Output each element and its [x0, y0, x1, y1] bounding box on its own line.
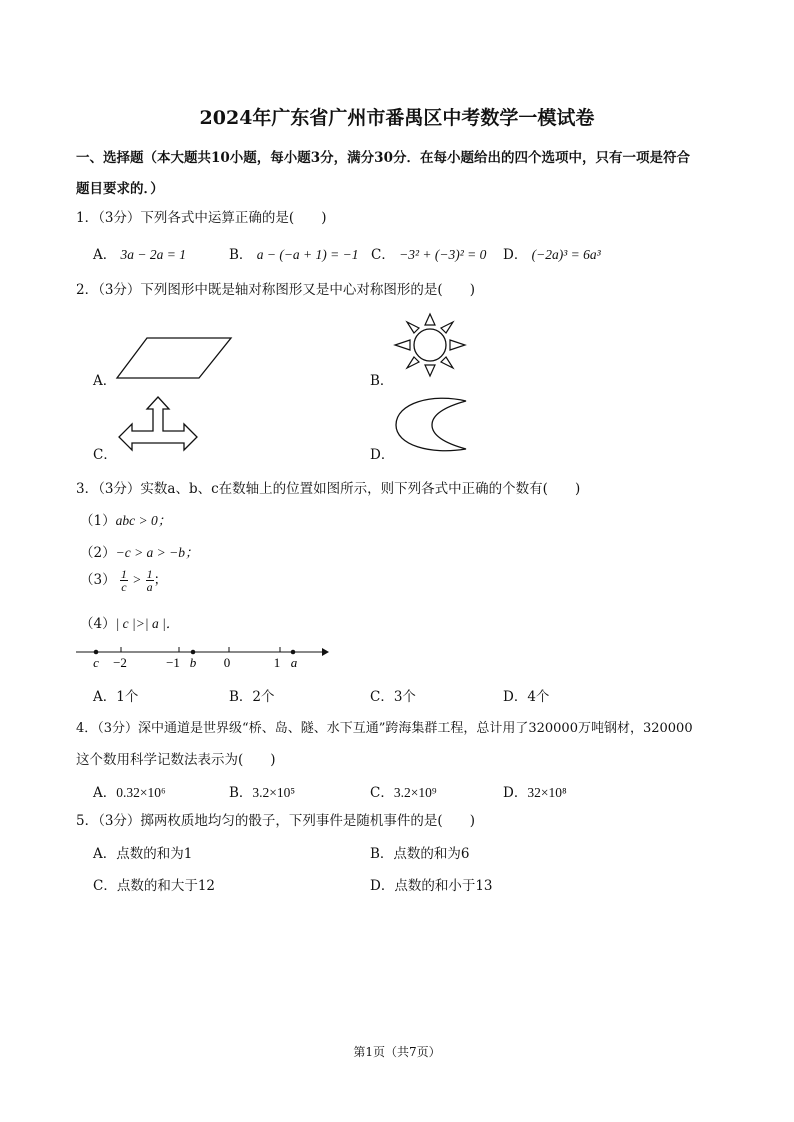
tick-label-minus-1: −1 — [166, 655, 180, 670]
section-heading-line1: 一、选择题（本大题共10小题，每小题3分，满分30分．在每小题给出的四个选项中，只有一项是符合 — [76, 150, 690, 166]
q3-stem: 3．（3分）实数a、b、c在数轴上的位置如图所示，则下列各式中正确的个数有( ) — [76, 481, 581, 497]
q1-option-a — [93, 243, 186, 263]
q3-item-3 — [80, 568, 167, 593]
q4-option-a-text: 0.32×10⁶ — [116, 785, 166, 800]
fraction-1-over-a — [146, 568, 154, 593]
point-c-dot — [94, 650, 99, 655]
q5-option-c-text: 点数的和大于12 — [116, 878, 216, 894]
q3-item-3-number: （3） — [80, 572, 116, 588]
q3-item-4-number: （4） — [80, 616, 116, 632]
page-footer: 第1页（共7页） — [353, 1045, 441, 1059]
q5-option-b-text: 点数的和为6 — [393, 846, 470, 862]
q4-option-c — [370, 781, 437, 801]
fraction-numerator: 1 — [146, 567, 153, 581]
sun-figure — [392, 312, 468, 378]
q5-option-d — [370, 874, 493, 894]
q5-option-b-label: B． — [370, 846, 394, 862]
q3-item-1-number: （1） — [80, 513, 116, 529]
q1-option-b-label: B． — [229, 247, 253, 263]
q4-option-a — [93, 781, 166, 801]
q3-item-3-tail: ； — [153, 572, 168, 588]
q1-option-c — [371, 243, 486, 263]
q3-item-4-text: | c |>| a |． — [115, 616, 180, 631]
q5-option-d-label: D． — [370, 878, 395, 894]
q4-stem-line2: 这个数用科学记数法表示为( ) — [76, 752, 276, 768]
q3-item-2-text: −c > a > −b； — [115, 545, 199, 560]
tick-label-1: 1 — [273, 655, 281, 670]
q3-option-c-label: C． — [370, 689, 394, 705]
fraction-1-over-c — [120, 568, 128, 593]
q4-option-d — [503, 781, 567, 801]
q5-option-a — [93, 842, 192, 862]
q3-option-a-text: 1个 — [116, 689, 139, 705]
number-line — [76, 640, 332, 674]
q5-option-d-text: 点数的和小于13 — [394, 878, 493, 894]
q5-stem: 5．（3分）掷两枚质地均匀的骰子，下列事件是随机事件的是( ) — [76, 813, 475, 829]
point-b-dot — [191, 650, 196, 655]
q5-option-c — [93, 874, 215, 894]
q5-option-a-text: 点数的和为1 — [116, 846, 193, 862]
tick-label-minus-2: −2 — [113, 655, 127, 670]
parallelogram-figure — [115, 336, 235, 382]
q3-item-1 — [80, 509, 171, 529]
q5-option-b — [370, 842, 470, 862]
q1-option-d-text: (−2a)³ = 6a³ — [531, 247, 601, 262]
crescent-moon-figure — [392, 397, 472, 455]
q3-item-4 — [80, 612, 179, 632]
q3-option-d — [503, 685, 549, 705]
q4-option-b-text: 3.2×10⁵ — [252, 785, 296, 800]
fraction-denominator: c — [121, 580, 127, 594]
q2-label-d: D． — [370, 447, 395, 463]
three-way-arrow-figure — [116, 395, 200, 457]
q3-option-d-text: 4个 — [527, 689, 550, 705]
q2-stem: 2．（3分）下列图形中既是轴对称图形又是中心对称图形的是( ) — [76, 282, 475, 298]
q1-option-b-text: a − (−a + 1) = −1 — [256, 247, 359, 262]
q4-option-a-label: A． — [93, 785, 117, 801]
q3-option-c — [370, 685, 416, 705]
point-label-c: c — [93, 655, 99, 670]
q4-option-b — [229, 781, 295, 801]
q1-option-b — [229, 243, 359, 263]
q5-option-c-label: C． — [93, 878, 117, 894]
point-label-b: b — [189, 655, 197, 670]
q3-option-b-text: 2个 — [252, 689, 275, 705]
q1-stem: 1．（3分）下列各式中运算正确的是( ) — [76, 210, 327, 226]
q3-option-c-text: 3个 — [393, 689, 416, 705]
q4-option-d-text: 32×10⁸ — [527, 785, 567, 800]
fraction-denominator: a — [146, 580, 153, 594]
q5-option-a-label: A． — [93, 846, 117, 862]
q3-option-b-label: B． — [229, 689, 253, 705]
section-heading-line2: 题目要求的．） — [76, 181, 164, 197]
q3-item-2-number: （2） — [80, 545, 116, 561]
q4-option-c-text: 3.2×10⁹ — [393, 785, 437, 800]
point-a-dot — [291, 650, 296, 655]
q4-option-b-label: B． — [229, 785, 253, 801]
q1-option-a-label: A． — [93, 247, 117, 263]
q2-label-b: B． — [370, 373, 394, 389]
fraction-numerator: 1 — [120, 567, 127, 581]
q1-option-c-text: −3² + (−3)² = 0 — [399, 247, 487, 262]
q1-option-a-text: 3a − 2a = 1 — [120, 247, 187, 262]
q4-option-d-label: D． — [503, 785, 528, 801]
q1-option-c-label: C． — [371, 247, 395, 263]
q2-label-a: A． — [93, 373, 117, 389]
q3-option-a — [93, 685, 138, 705]
q1-option-d — [503, 243, 601, 263]
tick-label-0: 0 — [223, 655, 231, 670]
number-line-arrow — [322, 648, 329, 656]
point-label-a: a — [290, 655, 298, 670]
q4-option-c-label: C． — [370, 785, 394, 801]
q3-option-b — [229, 685, 275, 705]
q1-option-d-label: D． — [503, 247, 528, 263]
greater-than-sign: > — [132, 572, 142, 587]
q2-label-c: C． — [93, 447, 117, 463]
q3-option-a-label: A． — [93, 689, 117, 705]
page-title: 2024年广东省广州市番禺区中考数学一模试卷 — [199, 107, 595, 129]
q3-item-2 — [80, 541, 199, 561]
q3-item-1-text: abc > 0； — [115, 513, 172, 528]
q4-stem-line1: 4．（3分）深中通道是世界级“桥、岛、隧、水下互通”跨海集群工程，总计用了320000万吨钢材，320000 — [76, 721, 693, 736]
q3-option-d-label: D． — [503, 689, 528, 705]
